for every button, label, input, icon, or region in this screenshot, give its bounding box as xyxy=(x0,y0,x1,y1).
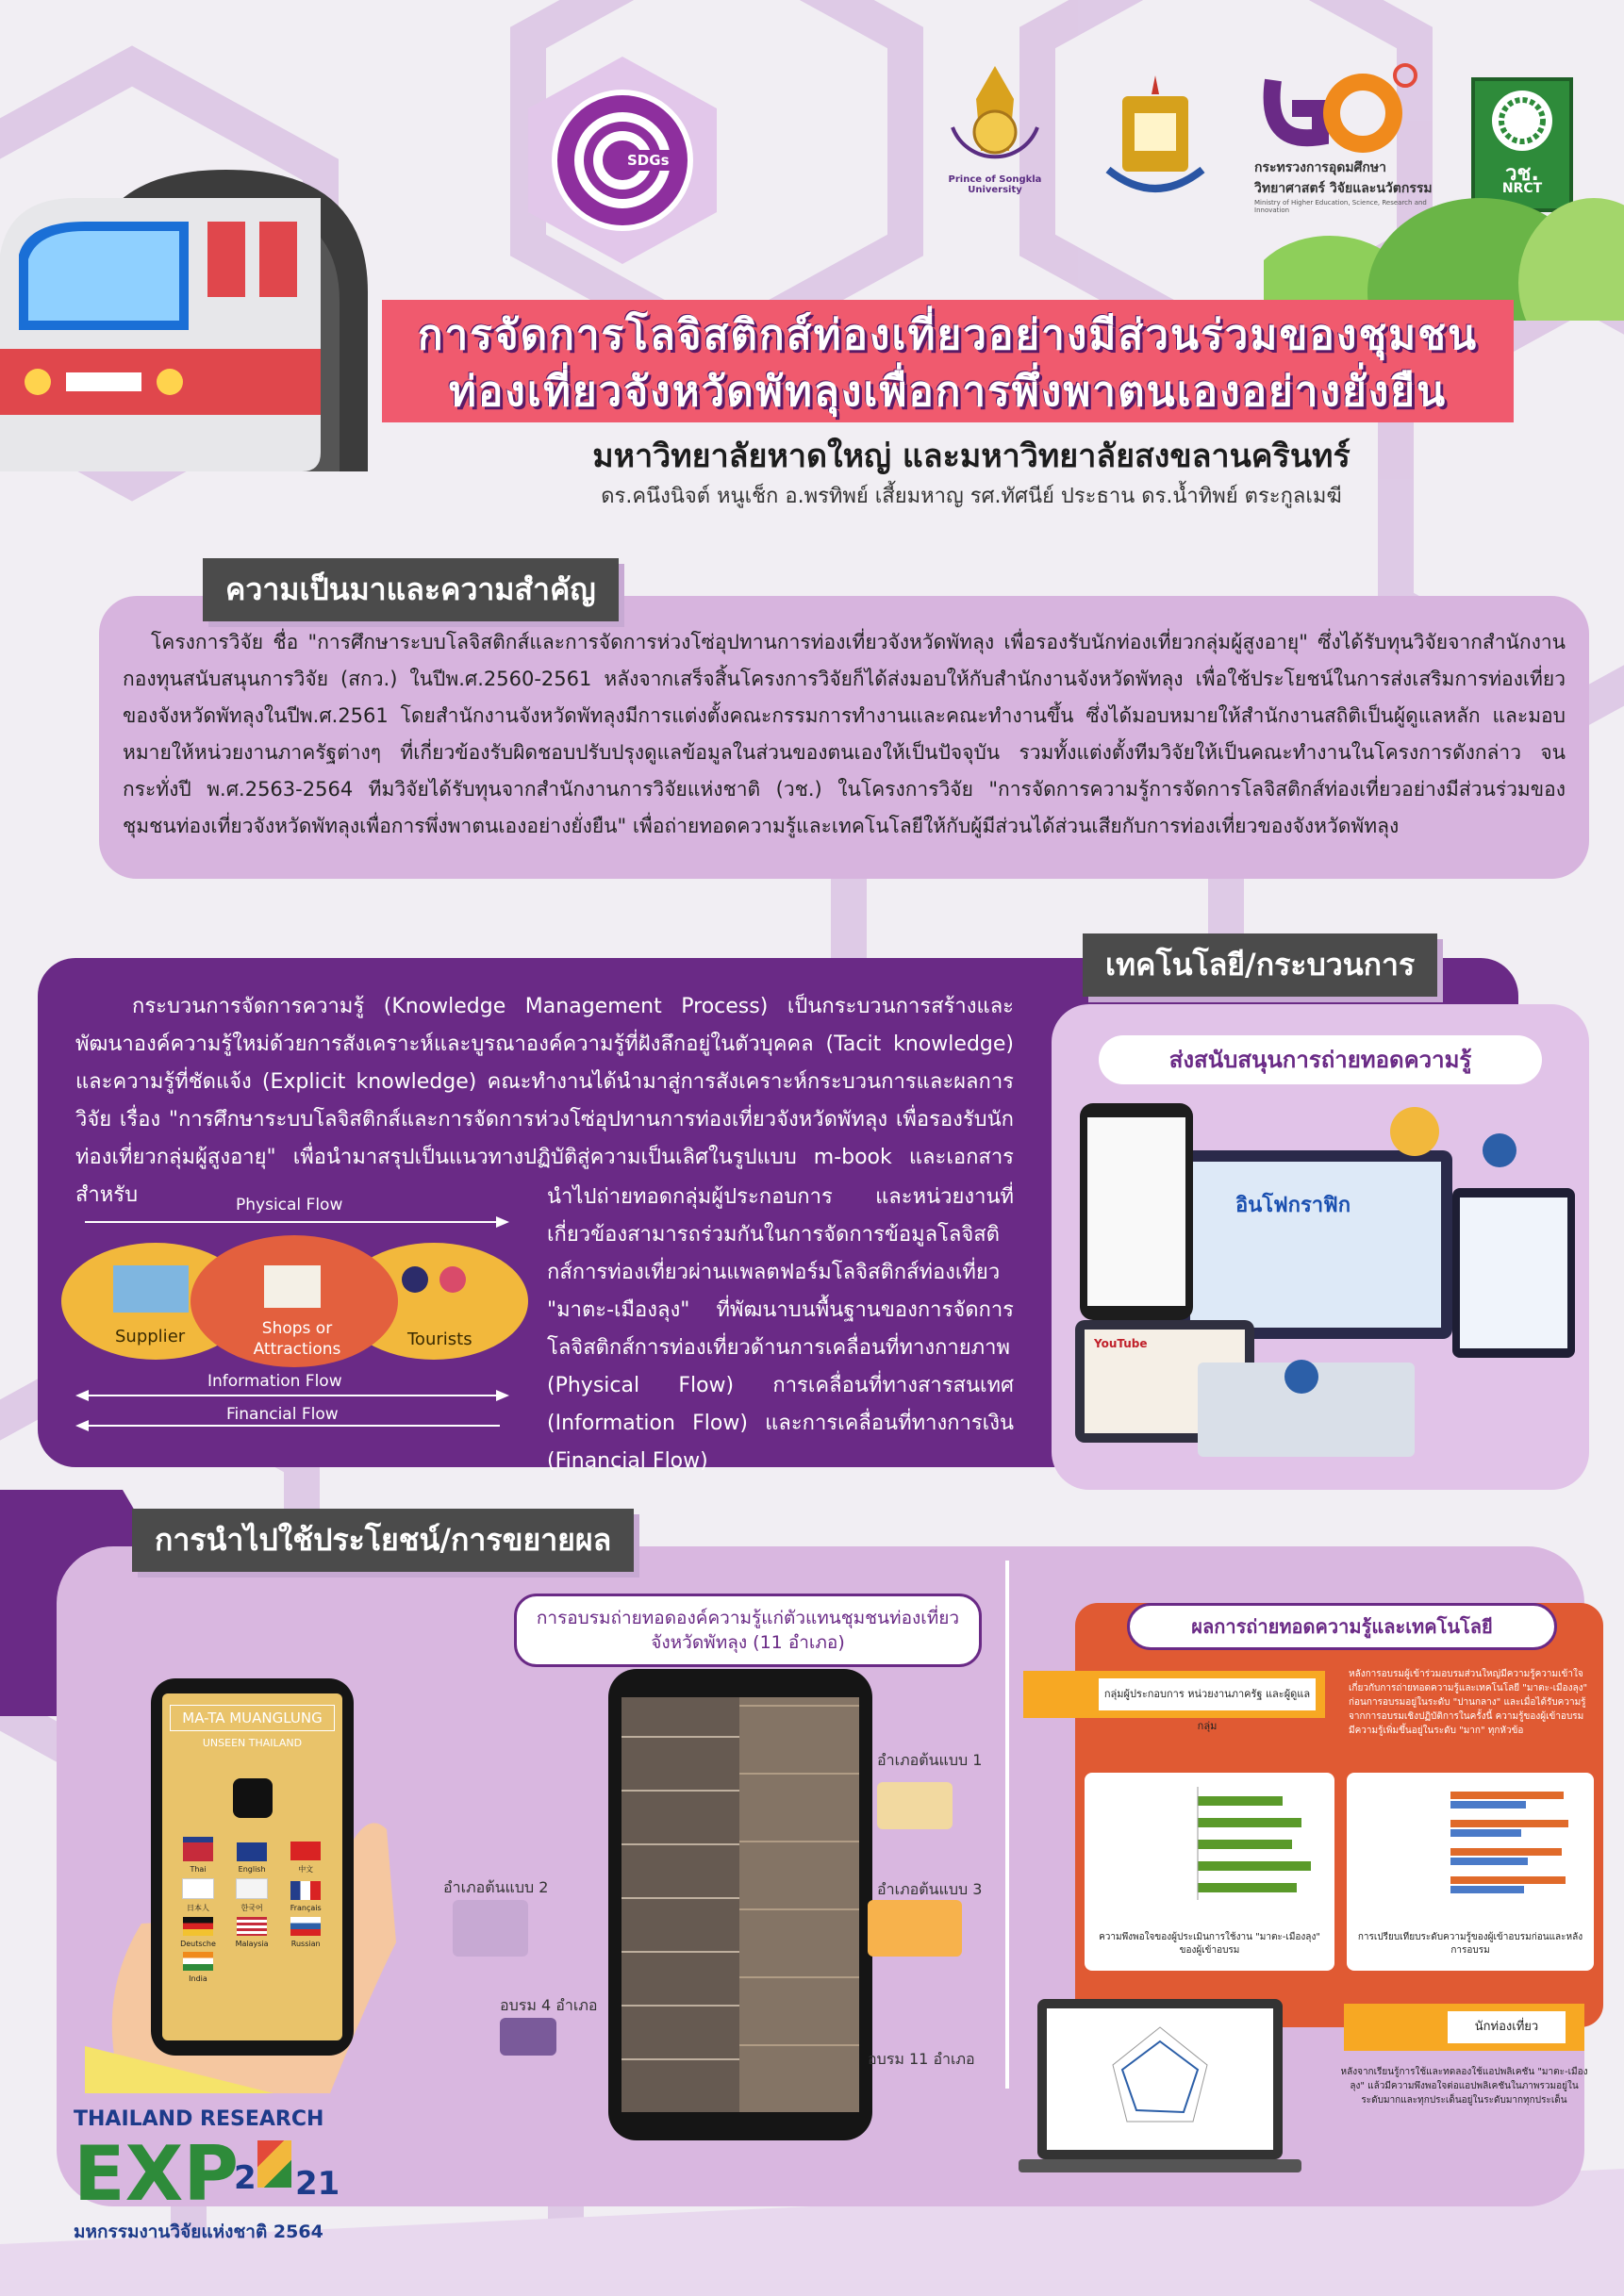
flag-icon xyxy=(183,1837,213,1861)
section-divider xyxy=(1005,1561,1009,2089)
technology-text-bottom: นำไปถ่ายทอดกลุ่มผู้ประกอบการ และหน่วยงานที่เกี่ยวข้องสามารถร่วมกันในการจัดการข้อมูลโลจิสติกส์การท่องเที่ยวผ่านแพลตฟอร์มโลจิสติกส์ท่องเที่ยว "มาตะ-เมืองลุง" ที่พัฒนาบนพื้นฐานของการจัดการโลจิสติกส์การท่องเที่ยวด้านการเคลื่อนที่ทางกายภาพ (Physical Flow) การเคลื่อนที่ทางสารสนเทศ (Information Flow) และการเคลื่อนที่ทางการเงิน (Financial Flow) xyxy=(547,1185,1014,1473)
language-item[interactable]: Deutsche xyxy=(174,1917,223,1948)
ministry-line3: Ministry of Higher Education, Science, Research and Innovation xyxy=(1254,199,1427,214)
title-banner xyxy=(382,300,1514,422)
language-item[interactable]: Russian xyxy=(281,1917,330,1948)
information-flow-label: Information Flow xyxy=(207,1372,342,1391)
background-text: โครงการวิจัย ชื่อ "การศึกษาระบบโลจิสติกส์และการจัดการห่วงโซ่อุปทานการท่องเที่ยวจังหวัดพัทลุง เพื่อรองรับนักท่องเที่ยวกลุ่มผู้สูงอายุ" ซึ่งได้รับทุนวิจัยจากสำนักงานกองทุนสนับสนุนการวิจัย (สกว.) ในปีพ.ศ.2560-2561 หลังจากเสร็จสิ้นโครงการวิจัยก็ได้ส่งมอบให้กับสำนักงานจังหวัดพัทลุง เพื่อใช้ประโยชน์ในการส่งเสริมการท่องเที่ยวของจังหวัดพัทลุงในปีพ.ศ.2561 โดยสำนักงานจังหวัดพัทลุงมีการแต่งตั้งคณะกรรมการทำงานและคณะทำงานขึ้น ซึ่งได้มอบหมายให้สำนักงานสถิติเป็นผู้ดูแลหลัก และมอบหมายให้หน่วยงานภาครัฐต่างๆ ที่เกี่ยวข้องรับผิดชอบปรับปรุงดูแลข้อมูลในส่วนของตนเองให้เป็นปัจจุบัน รวมทั้งแต่งตั้งทีมวิจัยให้เป็นคณะทำงานในโครงการดังกล่าว จนกระทั่งปี พ.ศ.2563-2564 ทีมวิจัยได้รับทุนจากสำนักงานการวิจัยแห่งชาติ (วช.) ในโครงการวิจัย "การจัดการความรู้การจัดการโลจิสติกส์ท่องเที่ยวอย่างมีส่วนร่วมของชุมชนท่องเที่ยวจังหวัดพัทลุงเพื่อการพึ่งพาตนเองอย่างยั่งยืน" เพื่อถ่ายทอดความรู้และเทคโนโลยีให้กับผู้มีส่วนได้ส่วนเสียกับการท่องเที่ยวของจังหวัดพัทลุง xyxy=(123,631,1566,837)
sdg-logo xyxy=(552,90,693,231)
results-label: ผลการถ่ายทอดความรู้และเทคโนโลยี xyxy=(1127,1603,1557,1650)
expo-year-a: 2 xyxy=(234,2159,257,2197)
result-text1-cont xyxy=(1085,1726,1575,1763)
support-label: ส่งสนับสนุนการถ่ายทอดความรู้ xyxy=(1099,1035,1542,1084)
support-illustration xyxy=(1056,1094,1584,1471)
app-icon xyxy=(233,1778,273,1818)
university-names: มหาวิทยาลัยหาดใหญ่ และมหาวิทยาลัยสงขลานครินทร์ xyxy=(592,438,1351,475)
hatyai-university-logo xyxy=(1099,66,1212,198)
title-line2: ท่องเที่ยวจังหวัดพัทลุงเพื่อการพึ่งพาตนเองอย่างยั่งยืน xyxy=(448,368,1448,416)
flag-icon xyxy=(183,1952,213,1971)
technology-text-top: กระบวนการจัดการความรู้ (Knowledge Management Process) เป็นกระบวนการสร้างและพัฒนาองค์ความรู้ใหม่ด้วยการสังเคราะห์และบูรณาองค์ความรู้ที่ฝังลึกอยู่ในตัวบุคคล (Tacit knowledge) และความรู้ที่ชัดแจ้ง (Explicit knowledge) คณะทำงานได้นำมาสู่การสังเคราะห์กระบวนการและผลการวิจัย เรื่อง "การศึกษาระบบโลจิสติกส์และการจัดการห่วงโซ่อุปทานการท่องเที่ยวจังหวัดพัทลุง เพื่อรองรับนักท่องเที่ยวกลุ่มผู้สูงอายุ" เพื่อนำมาสรุปเป็นแนวทางปฏิบัติสู่ความเป็นเลิศในรูปแบบ m-book และเอกสารสำหรับ xyxy=(75,995,1014,1207)
group-label: กลุ่มผู้ประกอบการ หน่วยงานภาครัฐ และผู้ดูแลกลุ่ม xyxy=(1099,1678,1316,1710)
youtube-label: YouTube xyxy=(1094,1337,1148,1350)
shops-label: Shops or Attractions xyxy=(253,1319,341,1359)
knowledge-chart-card xyxy=(1347,1773,1594,1971)
app-screen xyxy=(162,1693,342,2040)
physical-flow-label: Physical Flow xyxy=(236,1196,343,1214)
sdg-label: SDGs xyxy=(627,152,670,169)
chart2-caption: การเปรียบเทียบระดับความรู้ของผู้เข้าอบรมก่อนและหลังการอบรม xyxy=(1357,1932,1583,1956)
train11-label: อบรม 11 อำเภอ xyxy=(868,2050,975,2068)
language-item[interactable]: Malaysia xyxy=(227,1917,276,1948)
tourists-label: Tourists xyxy=(407,1330,472,1349)
model2-label: อำเภอต้นแบบ 2 xyxy=(443,1878,549,1896)
chart1-caption: ความพึงพอใจของผู้ประเมินการใช้งาน "มาตะ-เมืองลุง" ของผู้เข้าอบรม xyxy=(1099,1932,1320,1956)
satisfaction-chart-card xyxy=(1085,1773,1334,1971)
result-text1: หลังการอบรมผู้เข้าร่วมอบรมส่วนใหญ่มีความรู้ความเข้าใจเกี่ยวกับการถ่ายทอดความรู้และเทคโนโลยี "มาตะ-เมืองลุง" ก่อนการอบรมอยู่ในระดับ "ปานกลาง" และเมื่อได้รับความรู้จากการอบรมเชิงปฏิบัติการในครั้งนี้ ความรู้ของผู้เข้าอบรม มีความรู้เพิ่มขึ้นอยู่ในระดับ "มาก" ทุกหัวข้อ xyxy=(1349,1669,1588,1736)
ministry-line2: วิทยาศาสตร์ วิจัยและนวัตกรรม xyxy=(1254,181,1433,196)
flag-icon xyxy=(290,1917,321,1936)
infographic-label: อินโฟกราฟิก xyxy=(1235,1194,1351,1217)
language-grid xyxy=(174,1835,334,1985)
app-phone xyxy=(151,1678,354,2056)
nrct-sub: NRCT xyxy=(1501,181,1543,196)
flag-icon xyxy=(237,1917,267,1936)
language-item[interactable]: 日本人 xyxy=(174,1878,223,1913)
expo-exp: EXP xyxy=(74,2130,239,2218)
model1-label: อำเภอต้นแบบ 1 xyxy=(877,1751,983,1769)
language-item[interactable]: 中文 xyxy=(281,1842,330,1875)
train4-label: อบรม 4 อำเภอ xyxy=(500,1996,598,2014)
expo-cube-icon xyxy=(257,2140,291,2188)
expo-year-b: 21 xyxy=(295,2165,340,2203)
flag-icon xyxy=(290,1881,321,1900)
training-illustrations xyxy=(434,1763,981,2065)
ministry-line1: กระทรวงการอุดมศึกษา xyxy=(1254,160,1386,175)
model3-label: อำเภอต้นแบบ 3 xyxy=(877,1880,983,1898)
psu-logo xyxy=(938,61,1052,193)
flag-icon xyxy=(182,1878,214,1899)
tourist-label-box xyxy=(1344,2004,1584,2051)
background-section-title: ความเป็นมาและความสำคัญ xyxy=(203,558,619,621)
language-item[interactable]: Français xyxy=(281,1881,330,1912)
tourist-label: นักท่องเที่ยว xyxy=(1448,2011,1566,2043)
flow-diagram xyxy=(57,1190,538,1445)
technology-section-title: เทคโนโลยี/กระบวนการ xyxy=(1083,933,1437,997)
supplier-label: Supplier xyxy=(115,1327,186,1346)
app-subtitle: UNSEEN THAILAND xyxy=(202,1737,303,1749)
language-item[interactable]: India xyxy=(174,1952,223,1983)
flag-icon xyxy=(290,1842,321,1860)
laptop-radar xyxy=(1019,1999,1301,2188)
expo-thai: มหกรรมงานวิจัยแห่งชาติ 2564 xyxy=(74,2222,323,2242)
nrct-label: วช. xyxy=(1505,162,1539,186)
sdg-hexagon xyxy=(528,57,717,264)
expo-logo xyxy=(74,2107,356,2268)
train-illustration xyxy=(0,132,396,490)
flag-icon xyxy=(236,1878,268,1899)
language-item[interactable]: 한국어 xyxy=(227,1878,276,1913)
expo-line1: THAILAND RESEARCH xyxy=(74,2107,324,2131)
result-text2: หลังจากเรียนรู้การใช้และทดลองใช้แอปพลิเคชัน "มาตะ-เมืองลุง" แล้วมีความพึงพอใจต่อแอปพลิเคชันในภาพรวมอยู่ในระดับมากและทุกประเด็นอยู่ในระดับมากทุกประเด็น xyxy=(1340,2067,1588,2106)
flag-icon xyxy=(237,1842,267,1861)
training-label: การอบรมถ่ายทอดองค์ความรู้แก่ตัวแทนชุมชนท่องเที่ยวจังหวัดพัทลุง (11 อำเภอ) xyxy=(514,1594,982,1667)
application-section-title: การนำไปใช้ประโยชน์/การขยายผล xyxy=(132,1509,634,1572)
financial-flow-label: Financial Flow xyxy=(226,1405,339,1424)
psu-arc-text: Prince of Songkla University xyxy=(948,174,1042,195)
app-name: MA-TA MUANGLUNG xyxy=(170,1705,335,1731)
language-item[interactable]: Thai xyxy=(174,1837,223,1874)
flag-icon xyxy=(183,1917,213,1936)
title-line1: การจัดการโลจิสติกส์ท่องเที่ยวอย่างมีส่วนร่วมของชุมชน xyxy=(417,311,1479,359)
authors: ดร.คนึงนิจต์ หนูเช็ก อ.พรทิพย์ เสี้ยมหาญ รศ.ทัศนีย์ ประธาน ดร.น้ำทิพย์ ตระกูลเมฆี xyxy=(601,485,1342,508)
hills-decoration xyxy=(1264,170,1624,321)
language-item[interactable]: English xyxy=(227,1842,276,1874)
